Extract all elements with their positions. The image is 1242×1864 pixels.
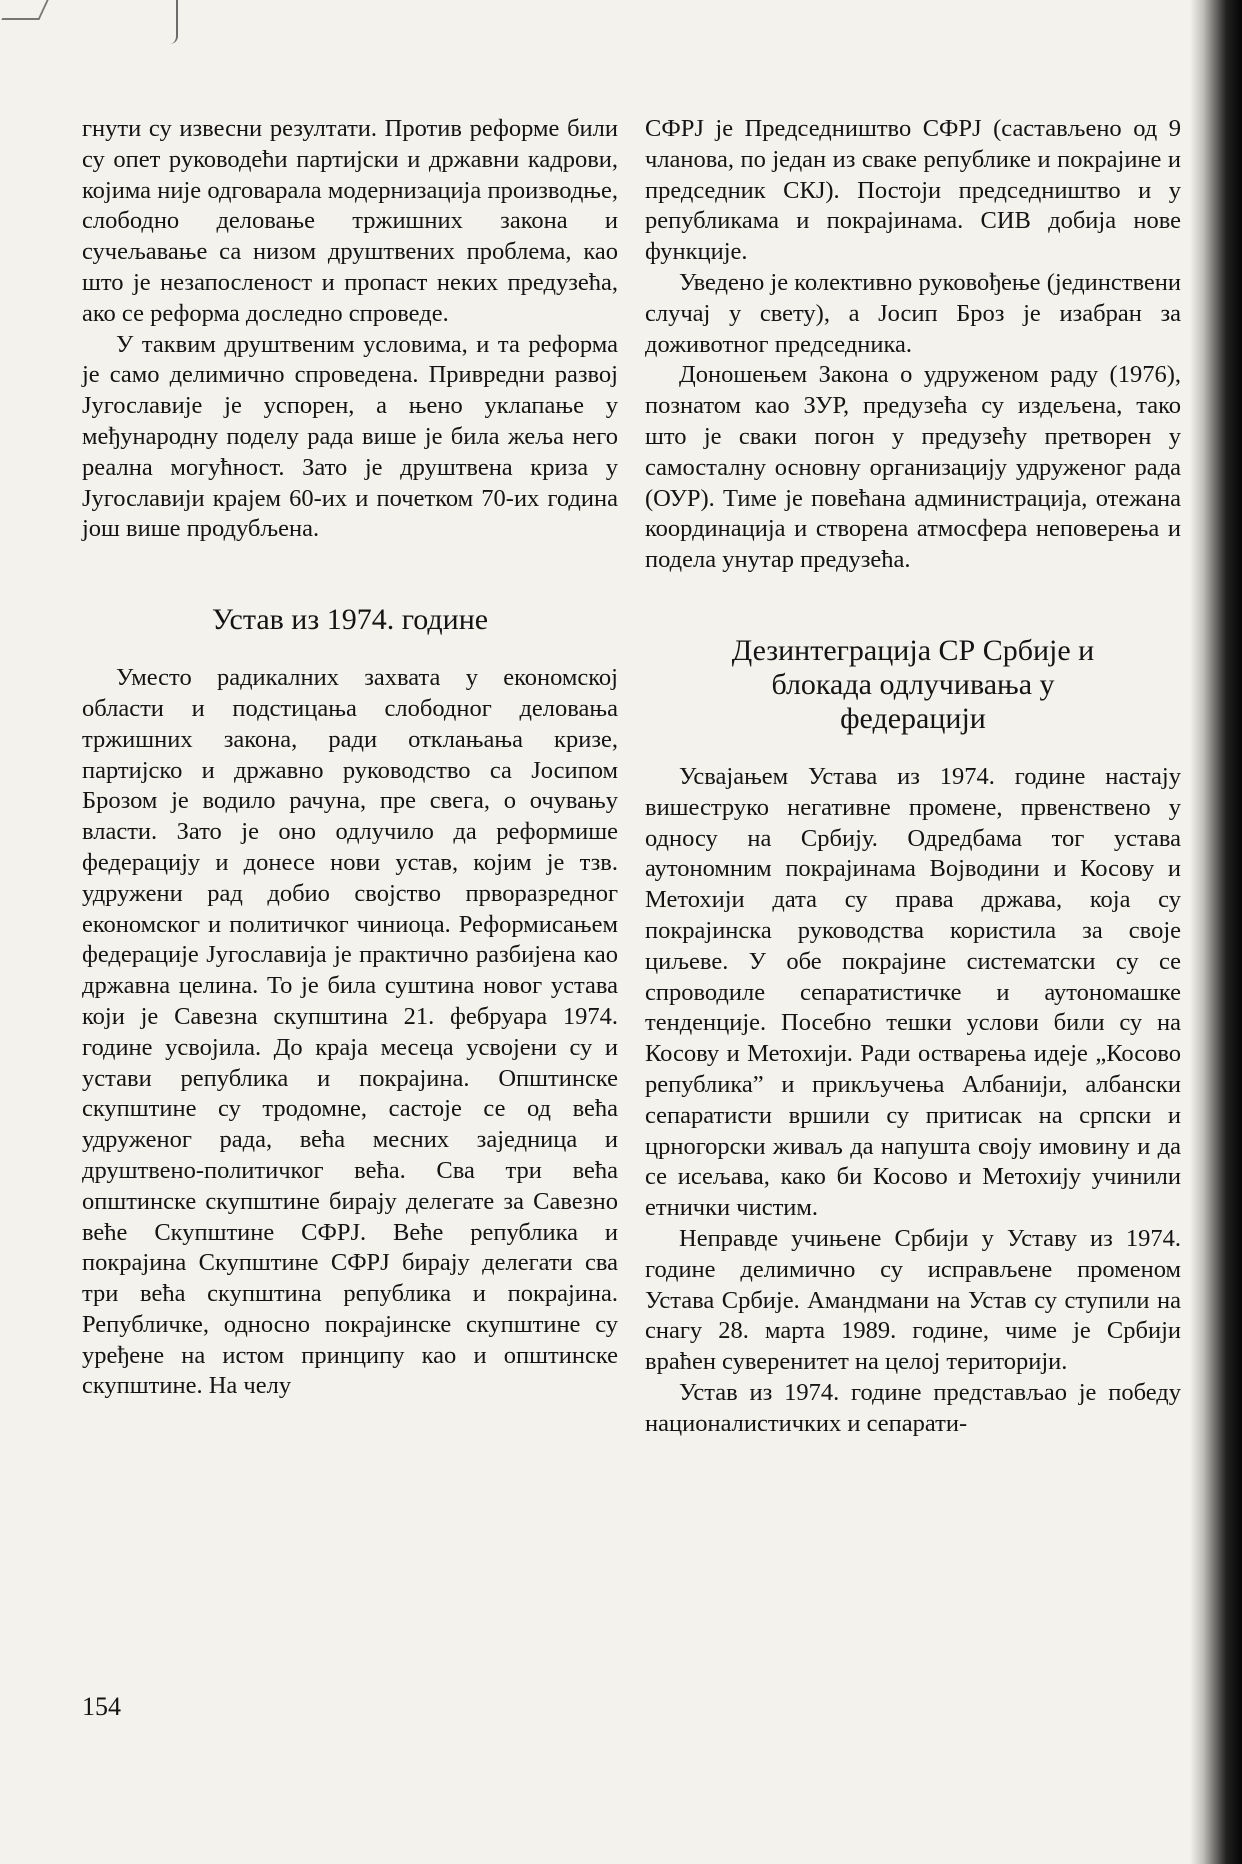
page-number: 154 [82,1692,121,1721]
right-paragraph-4: Усвајањем Устава из 1974. године настају вишеструко негативне промене, првенствено у односу на Србију. Одредбама тог устава аутономним покрајинама Војводини и Косову и Метохији дата су права држава, која су покрајинска руководства користила за своје циљеве. У обе покрајине систематски су се спроводиле сепаратистичке и аутономашке тенденције. Посебно тешки услови били су на Косову и Метохији. Ради остварења идеје „Косово република” и прикључења Албанији, албански сепаратисти вршили су притисак на српски и црногорски живаљ да напушта своју имовину и да се исељава, како би Косово и Метохију учинили етнички чистим. [645,762,1181,1222]
right-paragraph-3: Доношењем Закона о удруженом раду (1976), познатом као ЗУР, предузећа су издељена, тако што је сваки погон у предузећу претворен у самосталну основну организацију удруженог рада (ОУР). Тиме је повећана администрација, отежана координација и створена атмосфера неповерења и подела унутар предузећа. [645,361,1181,574]
left-paragraph-2: У таквим друштвеним условима, и та реформа је само делимично спроведена. Привредни развој Југославије је успорен, а њено уклапање у међународну поделу рада више је била жеља него реална могућност. Зато је друштвена криза у Југославији крајем 60-их и почетком 70-их година још више продубљена. [82,330,618,543]
section-heading-constitution-1974: Устав из 1974. године [211,603,489,637]
heading-line-2: блокада одлучивања у [771,667,1055,701]
heading-line-1: Дезинтеграција СР Србије и [731,633,1095,667]
right-paragraph-6: Устав из 1974. године представљао је победу националистичких и сепарати- [645,1378,1181,1437]
corner-scan-mark [1,0,48,20]
pencil-mark [170,0,178,44]
section-heading-disintegration [645,634,1181,736]
right-column [645,114,1181,1439]
right-paragraph-2: Уведено је колективно руковођење (јединствени случај у свету), а Јосип Броз је изабран за доживотног председника. [645,268,1181,358]
heading-line-3: федерацији [840,701,986,735]
right-paragraph-5: Неправде учињене Србији у Уставу из 1974. године делимично су исправљене променом Устава Србије. Амандмани на Устав су ступили на снагу 28. марта 1989. године, чиме је Србији враћен суверенитет на целој територији. [645,1224,1181,1376]
left-paragraph-1: гнути су извесни резултати. Против реформе били су опет руководећи партијски и државни кадрови, којима није одговарала модернизација производње, слободно деловање тржишних закона и сучељавање са низом друштвених проблема, као што је незапосленост и пропаст неких предузећа, ако се реформа доследно спроведе. [82,115,618,327]
right-paragraph-1: СФРЈ је Председништво СФРЈ (састављено од 9 чланова, по један из сваке републике и покрајине и председник СКЈ). Постоји председништво и у републикама и покрајинама. СИВ добија нове функције. [645,115,1181,266]
scan-shadow-edge [1190,0,1242,1864]
left-paragraph-3: Уместо радикалних захвата у економској области и подстицања слободног деловања тржишних закона, ради отклањања кризе, партијско и државно руководство са Јосипом Брозом је водило рачуна, пре свега, о очувању власти. Зато је оно одлучило да реформише федерацију и донесе нови устав, којим је тзв. удружени рад добио својство прворазредног економског и политичког чиниоца. Реформисањем федерације Југославија је практично разбијена као државна целина. То је била суштина новог устава који је Савезна скупштина 21. фебруара 1974. године усвојила. До краја месеца усвојени су и устави република и покрајина. Општинске скупштине су тродомне, састоје се од већа удруженог рада, већа месних заједница и друштвено-политичког већа. Сва три већа општинске скупштине бирају делегате за Савезно веће Скупштине СФРЈ. Веће република и покрајина Скупштине СФРЈ бирају делегати сва три већа скупштина република и покрајина. Републичке, односно покрајинске скупштине су уређене на истом принципу као и општинске скупштине. На челу [82,664,618,1400]
left-column [82,114,618,1402]
